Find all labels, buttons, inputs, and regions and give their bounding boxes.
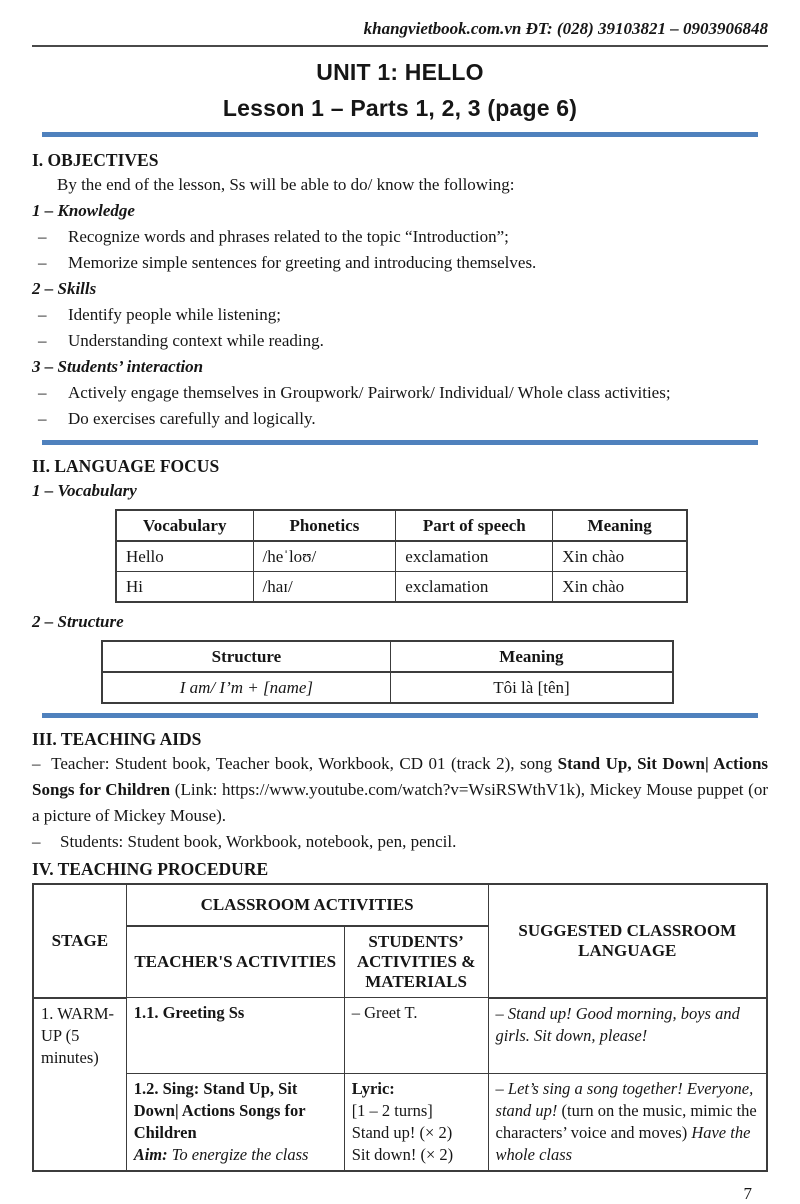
objective-item [32, 406, 768, 432]
students-activities-cell [344, 1073, 488, 1171]
lyric-line: Sit down! (× 2) [351, 1144, 454, 1164]
table-row [33, 998, 767, 1074]
objective-group-label-interaction: 3 – Students’ interaction [32, 357, 204, 376]
structure-header-row [102, 641, 673, 672]
table-row [116, 541, 687, 572]
bullet-dash: – [38, 305, 47, 324]
lyric-label: Lyric: [351, 1078, 395, 1098]
bullet-dash: – [38, 409, 47, 428]
section-heading-objectives: I. OBJECTIVES [32, 150, 159, 170]
activity-aim [134, 1144, 337, 1166]
vocab-cell: Hello [116, 541, 253, 572]
table-row [102, 672, 673, 703]
section-heading-language-focus: II. LANGUAGE FOCUS [32, 456, 220, 476]
unit-title: UNIT 1: HELLO [316, 59, 484, 85]
aim-label: Aim: [133, 1144, 168, 1164]
vocab-cell: Xin chào [553, 541, 687, 572]
stage-cell: 1. WARM-UP (5 minutes) [33, 998, 126, 1171]
objective-item [32, 224, 768, 250]
structure-cell: I am/ I’m + [name] [102, 672, 390, 703]
bullet-dash: – [38, 253, 47, 272]
teacher-activities-cell: 1.1. Greeting Ss [126, 998, 344, 1074]
structure-table [101, 640, 674, 704]
teaching-aids-teacher-paragraph [32, 751, 768, 829]
section-divider [42, 132, 758, 137]
objective-item-text: Understanding context while reading. [68, 331, 324, 350]
language-segment: (turn on the music, mimic the characters’ voice and moves) [495, 1100, 757, 1142]
vocabulary-header-row [116, 510, 687, 541]
vocab-cell: Xin chào [553, 572, 687, 603]
section-heading-teaching-aids: III. TEACHING AIDS [32, 729, 202, 749]
vocabulary-label: 1 – Vocabulary [32, 481, 137, 500]
objectives-intro: By the end of the lesson, Ss will be able to do/ know the following: [57, 175, 515, 194]
col-header-suggested-language: SUGGESTED CLASSROOM LANGUAGE [488, 884, 767, 998]
vocab-cell: Hi [116, 572, 253, 603]
col-header-students-activities: STUDENTS’ ACTIVITIES & MATERIALS [344, 926, 488, 998]
section-divider [42, 713, 758, 718]
header-rule [32, 45, 768, 47]
col-header-teacher-activities: TEACHER'S ACTIVITIES [126, 926, 344, 998]
lesson-title: Lesson 1 – Parts 1, 2, 3 (page 6) [222, 95, 578, 121]
teaching-aids-students-line [32, 829, 768, 855]
vocab-header-phonetics: Phonetics [253, 510, 396, 541]
objective-item-text: Memorize simple sentences for greeting and introducing themselves. [68, 253, 537, 272]
suggested-language-cell [488, 1073, 767, 1171]
structure-header-meaning: Meaning [390, 641, 673, 672]
bullet-dash: – [38, 383, 47, 402]
song-title-bold: Stand Up, Sit Down| Actions Songs for Children [32, 754, 769, 799]
objective-item-text: Do exercises carefully and logically. [68, 409, 316, 428]
bullet-dash: – [38, 227, 47, 246]
col-header-classroom-activities: CLASSROOM ACTIVITIES [126, 884, 488, 926]
teacher-activities-cell [126, 1073, 344, 1171]
language-segment: Have the whole class [495, 1122, 751, 1164]
students-aids-text: Students: Student book, Workbook, notebook, pen, pencil. [60, 832, 457, 851]
activity-title: 1.2. Sing: Stand Up, Sit Down| Actions Songs for Children [133, 1078, 306, 1142]
teacher-aids-link-text: (Link: https://www.youtube.com/watch?v=WsiRSWthV1k), Mickey Mouse puppet (or a picture of Mickey Mouse). [32, 780, 769, 825]
lyric-line: [1 – 2 turns] [351, 1100, 433, 1120]
objective-item [32, 302, 768, 328]
objective-item [32, 250, 768, 276]
vocab-header-part-of-speech: Part of speech [396, 510, 553, 541]
table-row [33, 1073, 767, 1171]
aim-text: To energize the class [167, 1144, 309, 1164]
objective-item-text: Identify people while listening; [68, 305, 281, 324]
structure-label: 2 – Structure [32, 612, 124, 631]
vocab-cell: exclamation [396, 541, 553, 572]
vocab-cell: /haɪ/ [253, 572, 396, 603]
section-heading-teaching-procedure: IV. TEACHING PROCEDURE [32, 859, 269, 879]
students-activities-cell: – Greet T. [344, 998, 488, 1074]
col-header-stage: STAGE [33, 884, 126, 998]
bullet-dash: – [32, 832, 41, 851]
structure-meaning-cell: Tôi là [tên] [390, 672, 673, 703]
objective-group-label-skills: 2 – Skills [32, 279, 97, 298]
lyric-line: Stand up! (× 2) [351, 1122, 453, 1142]
language-segment: – Let’s sing a song together! Everyone, stand up! [495, 1078, 754, 1120]
teaching-procedure-table [32, 883, 768, 1172]
suggested-language-cell: – Stand up! Good morning, boys and girls. Sit down, please! [488, 998, 767, 1074]
objective-item [32, 328, 768, 354]
vocab-cell: exclamation [396, 572, 553, 603]
objective-item-text: Actively engage themselves in Groupwork/ Pairwork/ Individual/ Whole class activities; [68, 383, 671, 402]
structure-header-structure: Structure [102, 641, 390, 672]
teacher-aids-text: – Teacher: Student book, Teacher book, Workbook, CD 01 (track 2), song [32, 754, 558, 773]
vocabulary-table [115, 509, 688, 603]
table-row [116, 572, 687, 603]
vocab-header-vocabulary: Vocabulary [116, 510, 253, 541]
section-divider [42, 440, 758, 445]
objective-item-text: Recognize words and phrases related to the topic “Introduction”; [68, 227, 509, 246]
vocab-header-meaning: Meaning [553, 510, 687, 541]
objective-item [32, 380, 768, 406]
procedure-header-row-top [33, 884, 767, 926]
publisher-contact-line: khangvietbook.com.vn ĐT: (028) 39103821 – 0903906848 [363, 19, 768, 38]
vocab-cell: /heˈloʊ/ [253, 541, 396, 572]
page-number: 7 [743, 1183, 752, 1203]
bullet-dash: – [38, 331, 47, 350]
objective-group-label-knowledge: 1 – Knowledge [32, 201, 135, 220]
